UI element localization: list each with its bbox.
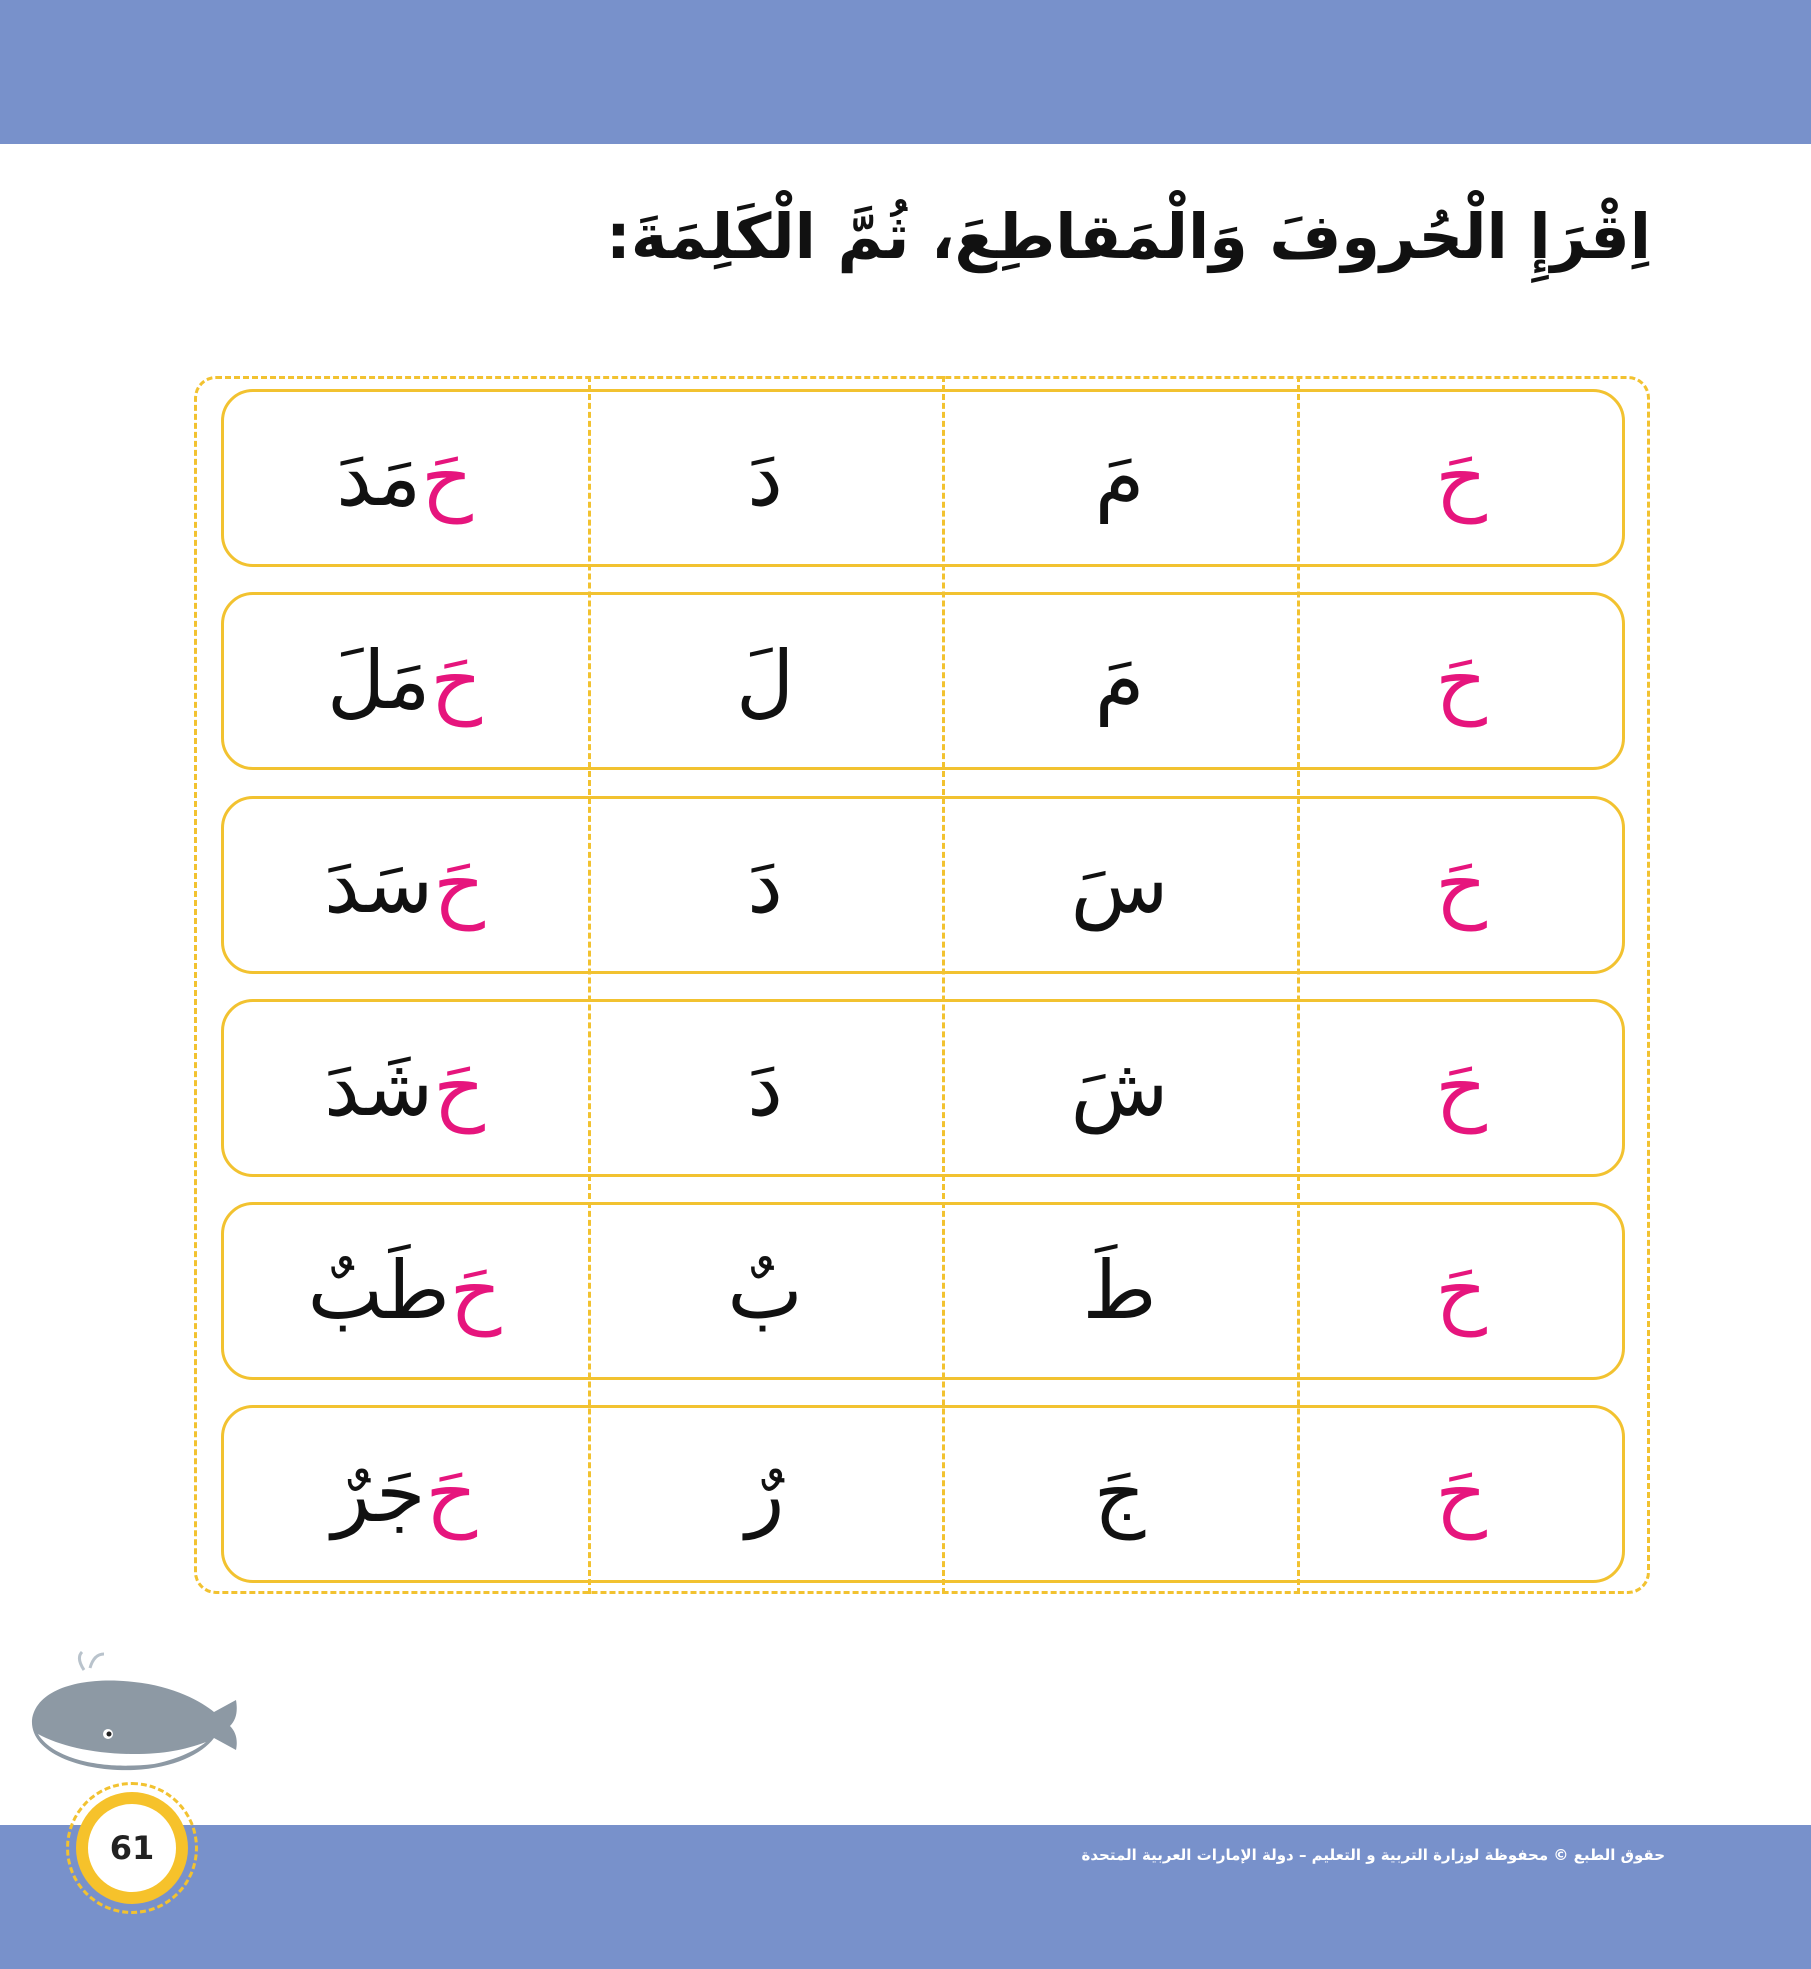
whale-mascot-icon [24,1650,244,1800]
word-highlight: حَ [421,431,473,524]
letter-cell: حَ [1435,634,1487,727]
copyright-text: حقوق الطبع © محفوظة لوزارة التربية و التعليم – دولة الإمارات العربية المتحدة [1081,1846,1665,1864]
syllable-cell: دَ [747,838,783,931]
word-cell [221,999,588,1177]
word-cell [221,592,588,770]
syllable-cell: طَ [1082,1244,1157,1337]
syllable-cell: دَ [747,431,783,524]
syllable-cell: شَ [1070,1041,1169,1134]
letter-cell: حَ [1435,1041,1487,1134]
instruction-heading: اِقْرَإِ الْحُروفَ وَالْمَقاطِعَ، ثُمَّ الْكَلِمَةَ: [606,200,1651,273]
word-highlight: حَ [430,634,483,727]
syllable-cell: جَ [1093,1447,1146,1540]
word-rest: سَدَ [324,838,434,931]
syllable-cell: سَ [1070,838,1169,931]
word-cell [221,1405,588,1583]
top-band [0,0,1811,144]
word-highlight: حَ [449,1244,502,1337]
word-cell [221,1202,588,1380]
word-rest: طَبٌ [307,1244,450,1337]
word-rest: مَدَ [336,431,422,524]
syllable-cell: مَ [1094,634,1145,727]
letter-cell: حَ [1435,1244,1487,1337]
word-highlight: حَ [433,838,485,931]
letter-cell: حَ [1435,431,1487,524]
word-highlight: حَ [433,1041,485,1134]
syllable-cell: بٌ [727,1244,803,1337]
word-cell [221,389,588,567]
syllable-cell: رٌ [745,1447,785,1540]
letter-cell: حَ [1435,1447,1487,1540]
word-highlight: حَ [425,1447,478,1540]
syllable-cell: لَ [735,634,795,727]
letter-cell: حَ [1435,838,1487,931]
word-rest: شَدَ [324,1041,434,1134]
word-rest: مَلَ [326,634,431,727]
syllable-cell: مَ [1094,431,1145,524]
page-number: 61 [88,1804,176,1892]
syllable-cell: دَ [747,1041,783,1134]
word-rest: جَرٌ [331,1447,426,1540]
word-cell [221,796,588,974]
